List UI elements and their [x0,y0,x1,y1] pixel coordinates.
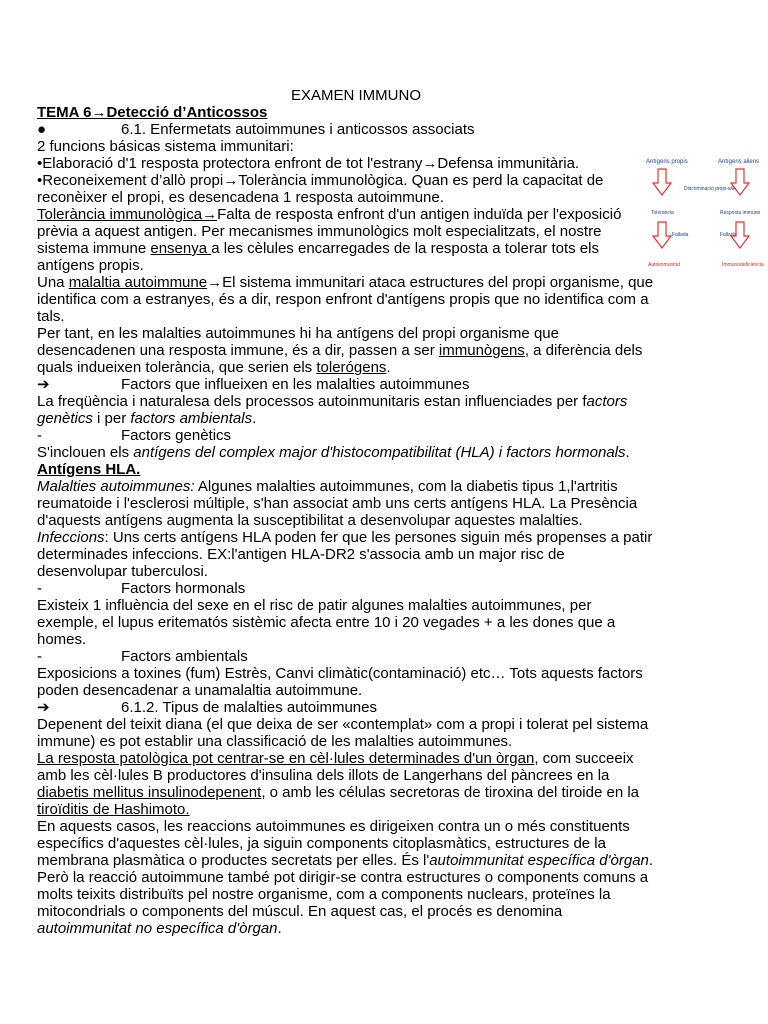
tolerance-diagram [640,152,768,274]
text-line: Existeix 1 influència del sexe en el risc de patir algunes malalties autoimmunes, per [37,597,592,614]
text-line: poden desencadenar a unamalaltia autoimmune. [37,682,363,699]
list-item: ● 6.1. Enfermetats autoimmunes i anticossos associats [37,121,475,138]
diagram-label-fallada-right: Fallada [720,232,737,238]
text-line: Depenent del teixit diana (el que deixa de ser «contemplat» com a propi i tolerat pel sistema [37,716,649,733]
text-line: reumatoide i l'esclerosi múltiple, s'han associat amb uns certs antígens HLA. La Presència [37,495,638,512]
diagram-label-tolerancia: Tolerància [651,210,674,216]
text-line: La freqüència i naturalesa dels processos autoinmunitaris estan influenciades per factors [37,393,628,410]
arrow-bullet-icon: ➔ [37,699,50,716]
arrow-down-icon [653,169,671,195]
text-line: exemple, el lupus eritematós sistèmic afecta entre 10 i 20 vegades + a les dones que a [37,614,616,631]
text-line: específics d'aquestes cèl·lules, ja siguin components citoplasmàtics, estructures de la [37,835,606,852]
text-line: Exposicions a toxines (fum) Estrès, Canvi climàtic(contaminació) etc… Tots aquests factors [37,665,643,682]
text-line: amb les cèl·lules B productores d'insulina dels illots de Langerhans del pàncrees en la [37,767,610,784]
text-line: En aquests casos, les reaccions autoimmunes es dirigeixen contra un o més constituents [37,818,630,835]
text-line: genètics i per factors ambientals. [37,410,257,427]
text-line: tals. [37,308,65,325]
text-line: S'inclouen els antígens del complex major d'histocompatibilitat (HLA) i factors hormonals. [37,444,630,461]
text-line: determinades infeccions. EX:l'antigen HLA-DR2 s'associa amb un major risc de [37,546,565,563]
diagram-label-propis: Antígens propis [646,159,688,165]
text-line: •Elaboració d'1 resposta protectora enfront de tot l'estrany→Defensa immunitària. [37,155,580,172]
text-line: desenvolupar tuberculosi. [37,563,208,580]
diagram-label-resposta: Resposta immune [720,210,761,216]
text-line: identifica com a estranyes, és a dir, respon enfront d'antígens propis que no identifica com a [37,291,649,308]
arrow-bullet-icon: ➔ [37,376,50,393]
text-line: molts teixits distribuïts pel nostre organisme, com a components nuclears, proteïnes la [37,886,611,903]
text-line: La resposta patològica pot centrar-se en cèl·lules determinades d'un òrgan, com succeeix [37,750,634,767]
diagram-label-discriminacio: Discriminació propi-alie [684,186,736,192]
text-line: homes. [37,631,87,648]
text-line: quals indueixen tolerància, que serien els tolerógens. [37,359,391,376]
diagram-label-immunodeficiencia: Immunodeficiència [722,262,764,268]
text-line: •Reconeixement d’allò propi→Tolerància immunològica. Quan es perd la capacitat de [37,172,604,189]
text-line: autoimmunitat no específica d'òrgan. [37,920,282,937]
dash-bullet: - [37,648,42,665]
text-line: diabetis mellitus insulinodepenent, o amb les células secretoras de tiroxina del tiroide en la [37,784,640,801]
list-item: - Factors ambientals [37,648,248,665]
text-line: prèvia a aquest antigen. Per mecanismes immunològics molt especialitzats, el nostre [37,223,602,240]
text-line: membrana plasmàtica o productes secretats per elles. És l'autoimmunitat específica d'òrgan. [37,852,654,869]
diagram-label-aliens: Antígens aliens [718,159,760,165]
diagram-label-autoimmunitat: Autoimmunitat [648,262,680,268]
dash-bullet: - [37,580,42,597]
arrow-down-icon [653,222,671,248]
list-item: - Factors genètics [37,427,232,444]
text-line: Una malaltia autoimmune→El sistema immunitari ataca estructures del propi organisme, que [37,274,654,291]
text-line: sistema immune ensenya a les cèlules encarregades de la resposta a tolerar tots els [37,240,599,257]
term-malaltia-autoimmune: malaltia autoimmune [68,274,208,291]
text-line: antígens propis. [37,257,144,274]
text-line: 2 funcions básicas sistema immunitari: [37,138,294,155]
page-title: EXAMEN IMMUNO [290,87,421,104]
subheading-hla: Antígens HLA. [37,461,141,478]
text-line: mitocondrials o components del múscul. En aquest cas, el procés es denomina [37,903,563,920]
section-heading: TEMA 6→Detecció d’Anticossos [37,104,268,121]
text-line: desencadenen una resposta immune, és a dir, passen a ser immunògens, a diferència dels [37,342,643,359]
diagram-label-fallada-left: Fallada [672,232,689,238]
text-line: Malalties autoimmunes: Algunes malalties autoimmunes, com la diabetis tipus 1,l'artritis [37,478,618,495]
text-line: Infeccions: Uns certs antígens HLA poden fer que les persones siguin més propenses a patir [37,529,653,546]
text-line: Però la reacció autoimmune també pot dirigir-se contra estructures o components comuns a [37,869,649,886]
list-item: ➔ 6.1.2. Tipus de malalties autoimmunes [37,699,377,716]
text-line: immune) es pot establir una classificació de les malalties autoimmunes. [37,733,513,750]
text-line: d'aquests antígens augmenta la susceptibilitat a desenvolupar aquestes malalties. [37,512,583,529]
text-line: Per tant, en les malalties autoimmunes hi ha antígens del propi organisme que [37,325,559,342]
text-line: tiroïditis de Hashimoto. [37,801,190,818]
dash-bullet: - [37,427,42,444]
term-tolerancia: Tolerància immunològica→ [37,206,218,223]
text-line: Tolerància immunològica→Falta de resposta enfront d'un antigen induïda per l'exposició [37,206,622,223]
list-item: ➔ Factors que influeixen en les malalties autoimmunes [37,376,470,393]
list-item: - Factors hormonals [37,580,246,597]
text-line: reconèixer el propi, es desencadena 1 resposta autoimmune. [37,189,444,206]
bullet-icon: ● [37,121,47,138]
